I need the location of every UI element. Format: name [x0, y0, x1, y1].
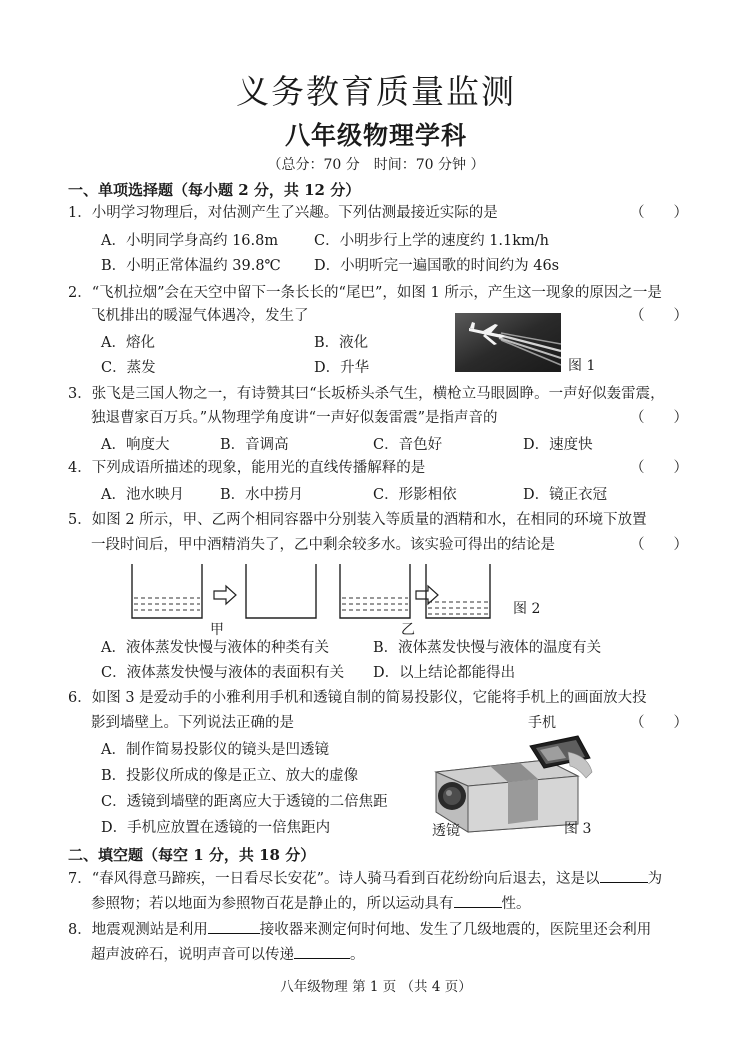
- q5-answer-paren: （ ）: [630, 537, 688, 553]
- q3-option-d: D．速度快: [523, 437, 593, 453]
- q7-text-1b: 为: [647, 871, 663, 887]
- q2-option-d: D．升华: [314, 360, 370, 376]
- arrow-right-icon: [416, 586, 438, 604]
- q8-text-2a: 超声波碎石，说明声音可以传递: [91, 947, 294, 963]
- q8-text-2b: 。: [350, 947, 365, 963]
- page-footer: 八年级物理 第 1 页 （共 4 页）: [280, 979, 472, 995]
- q4-option-d: D．镜正衣冠: [523, 487, 608, 503]
- q3-option-c: C．音色好: [373, 437, 443, 453]
- q1-option-c: C．小明步行上学的速度约 1.1km/h: [314, 233, 550, 249]
- figure3-label: 图 3: [564, 821, 592, 837]
- q6-option-c: C．透镜到墙壁的距离应大于透镜的二倍焦距: [101, 794, 388, 810]
- q1-option-d: D．小明听完一遍国歌的时间约为 46s: [314, 258, 560, 274]
- label-lens: 透镜: [432, 823, 460, 839]
- section2-heading: 二、填空题（每空 1 分，共 18 分）: [68, 846, 316, 864]
- label-phone: 手机: [528, 715, 556, 731]
- q8-blank-1[interactable]: [208, 919, 260, 934]
- q6-option-b: B．投影仪所成的像是正立、放大的虚像: [101, 768, 359, 784]
- q8-text-1a: 8．地震观测站是利用: [68, 922, 208, 938]
- q1-option-b: B．小明正常体温约 39.8℃: [101, 258, 281, 274]
- q4-option-c: C．形影相依: [373, 487, 457, 503]
- q1-stem: 1．小明学习物理后，对估测产生了兴趣。下列估测最接近实际的是: [68, 205, 498, 221]
- q8-line2: [91, 944, 365, 965]
- q4-answer-paren: （ ）: [630, 460, 688, 476]
- evaporation-beakers-diagram: [126, 560, 506, 630]
- q7-blank-2[interactable]: [454, 893, 502, 908]
- q7-text-2a: 参照物；若以地面为参照物百花是静止的，所以运动具有: [91, 896, 454, 912]
- exam-subject: 八年级物理学科: [284, 121, 467, 150]
- q7-text-2b: 性。: [501, 896, 531, 912]
- q6-stem-line1: 6．如图 3 是爱动手的小雅利用手机和透镜自制的简易投影仪，它能将手机上的画面放大投: [68, 690, 647, 706]
- q2-option-b: B．液化: [314, 335, 369, 351]
- q7-line2: [91, 893, 531, 914]
- q3-option-a: A．响度大: [101, 437, 170, 453]
- q6-stem-line2: 影到墙壁上。下列说法正确的是: [91, 715, 294, 731]
- q5-option-a: A．液体蒸发快慢与液体的种类有关: [101, 640, 329, 656]
- q8-blank-2[interactable]: [294, 944, 350, 959]
- beaker-yi-after: [426, 564, 490, 618]
- exam-info: （总分：70 分 时间：70 分钟 ）: [267, 157, 485, 173]
- label-yi: 乙: [401, 622, 415, 638]
- q6-option-d: D．手机应放置在透镜的一倍焦距内: [101, 820, 331, 836]
- q2-stem-line2: 飞机排出的暖湿气体遇冷，发生了: [91, 308, 309, 324]
- q2-option-c: C．蒸发: [101, 360, 156, 376]
- q6-answer-paren: （ ）: [630, 715, 688, 731]
- q1-option-a: A．小明同学身高约 16.8m: [101, 233, 279, 249]
- airplane-contrail-photo: [455, 313, 561, 372]
- q8-line1: [68, 919, 651, 940]
- beaker-jia-after: [246, 564, 316, 618]
- q3-stem-line2: 独退曹家百万兵。”从物理学角度讲“一声好似轰雷震”是指声音的: [91, 410, 498, 426]
- q5-stem-line1: 5．如图 2 所示，甲、乙两个相同容器中分别装入等质量的酒精和水，在相同的环境下放置: [68, 512, 647, 528]
- beaker-yi-before: [340, 564, 410, 618]
- q5-stem-line2: 一段时间后，甲中酒精消失了，乙中剩余较多水。该实验可得出的结论是: [91, 537, 555, 553]
- q5-option-d: D．以上结论都能得出: [373, 665, 516, 681]
- label-jia: 甲: [210, 622, 224, 638]
- q4-option-b: B．水中捞月: [220, 487, 304, 503]
- q8-text-1b: 接收器来测定何时何地、发生了几级地震的，医院里还会利用: [259, 922, 652, 938]
- q7-blank-1[interactable]: [600, 868, 648, 883]
- q4-stem: 4．下列成语所描述的现象，能用光的直线传播解释的是: [68, 460, 426, 476]
- q2-answer-paren: （ ）: [630, 308, 688, 324]
- q1-answer-paren: （ ）: [630, 205, 688, 221]
- q7-text-1a: 7．“春风得意马蹄疾，一日看尽长安花”。诗人骑马看到百花纷纷向后退去，这是以: [68, 871, 600, 887]
- q2-stem-line1: 2．“飞机拉烟”会在天空中留下一条长长的“尾巴”，如图 1 所示，产生这一现象的原因之一是: [68, 285, 662, 301]
- beaker-jia-before: [132, 564, 202, 618]
- q6-option-a: A．制作简易投影仪的镜头是凹透镜: [101, 742, 329, 758]
- exam-title: 义务教育质量监测: [236, 72, 516, 111]
- arrow-right-icon: [214, 586, 236, 604]
- q5-option-b: B．液体蒸发快慢与液体的温度有关: [373, 640, 602, 656]
- q7-line1: [68, 868, 662, 889]
- q4-option-a: A．池水映月: [101, 487, 184, 503]
- q3-option-b: B．音调高: [220, 437, 289, 453]
- q2-option-a: A．熔化: [101, 335, 155, 351]
- section1-heading: 一、单项选择题（每小题 2 分，共 12 分）: [68, 181, 361, 199]
- figure1-label: 图 1: [568, 358, 596, 374]
- q5-option-c: C．液体蒸发快慢与液体的表面积有关: [101, 665, 345, 681]
- q3-stem-line1: 3．张飞是三国人物之一，有诗赞其曰“长坂桥头杀气生，横枪立马眼圆睁。一声好似轰雷震，: [68, 386, 665, 402]
- q3-answer-paren: （ ）: [630, 410, 688, 426]
- figure2-label: 图 2: [513, 601, 541, 617]
